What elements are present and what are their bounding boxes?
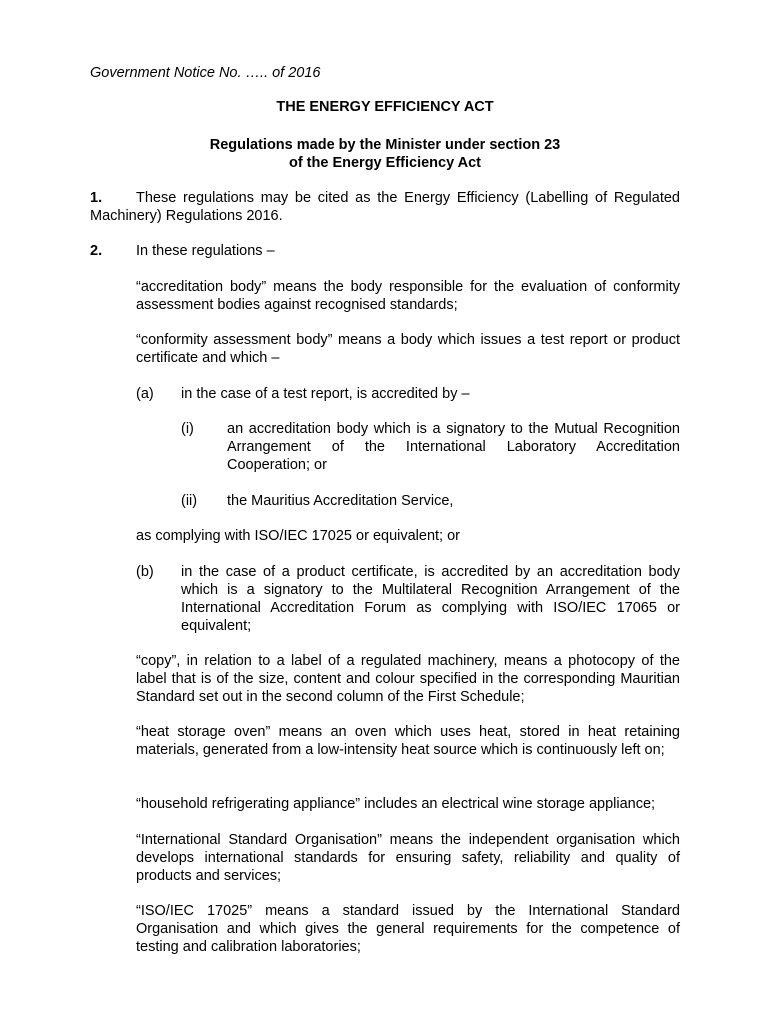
definition-conformity-assessment-body: “conformity assessment body” means a body which issues a test report or product certificate and which – — [136, 332, 680, 366]
definition-iso-iec-17025: “ISO/IEC 17025” means a standard issued by the International Standard Organisation and which gives the general requirements for the competence of testing and calibration laboratories; — [136, 903, 680, 955]
section-1-number: 1. — [90, 190, 103, 206]
subtitle-line-2: of the Energy Efficiency Act — [288, 155, 482, 171]
complying-iso-17025: as complying with ISO/IEC 17025 or equivalent; or — [136, 528, 460, 544]
subtitle-line-1: Regulations made by the Minister under section 23 — [209, 137, 561, 153]
item-a-label: (a) — [136, 386, 154, 402]
definition-copy: “copy”, in relation to a label of a regulated machinery, means a photocopy of the label that is of the size, content and colour specified in the corresponding Mauritian Standard set out in the second column of the First Schedule; — [136, 653, 680, 705]
item-a-ii-label: (ii) — [181, 493, 198, 509]
section-2-intro: In these regulations – — [136, 243, 275, 259]
section-1-text-line-1: These regulations may be cited as the Energy Efficiency (Labelling of Regulated — [136, 190, 680, 206]
item-b-text: in the case of a product certificate, is accredited by an accreditation body which is a signatory to the Multilateral Recognition Arrangement of the International Accreditation Forum as complying with ISO/IEC 17065 or equivalent; — [181, 564, 680, 634]
definition-household-refrigerating-appliance: “household refrigerating appliance” includes an electrical wine storage appliance; — [136, 796, 656, 812]
section-2-number: 2. — [90, 243, 103, 259]
item-a-ii-text: the Mauritius Accreditation Service, — [227, 493, 454, 509]
item-b-label: (b) — [136, 564, 154, 580]
act-title: THE ENERGY EFFICIENCY ACT — [276, 99, 494, 115]
government-notice: Government Notice No. ….. of 2016 — [90, 65, 321, 81]
item-a-i-text: an accreditation body which is a signatory to the Mutual Recognition Arrangement of the International Laboratory Accreditation Cooperation; or — [227, 421, 680, 473]
item-a-text: in the case of a test report, is accredited by – — [181, 386, 470, 402]
definition-heat-storage-oven: “heat storage oven” means an oven which uses heat, stored in heat retaining materials, generated from a low-intensity heat source which is continuously left on; — [136, 724, 680, 758]
definition-international-standard-organisation: “International Standard Organisation” means the independent organisation which develops international standards for ensuring safety, reliability and quality of products and services; — [136, 832, 680, 884]
item-a-i-label: (i) — [181, 421, 194, 437]
definition-accreditation-body: “accreditation body” means the body responsible for the evaluation of conformity assessment bodies against recognised standards; — [136, 279, 680, 313]
section-1-text-line-2: Machinery) Regulations 2016. — [90, 208, 283, 224]
